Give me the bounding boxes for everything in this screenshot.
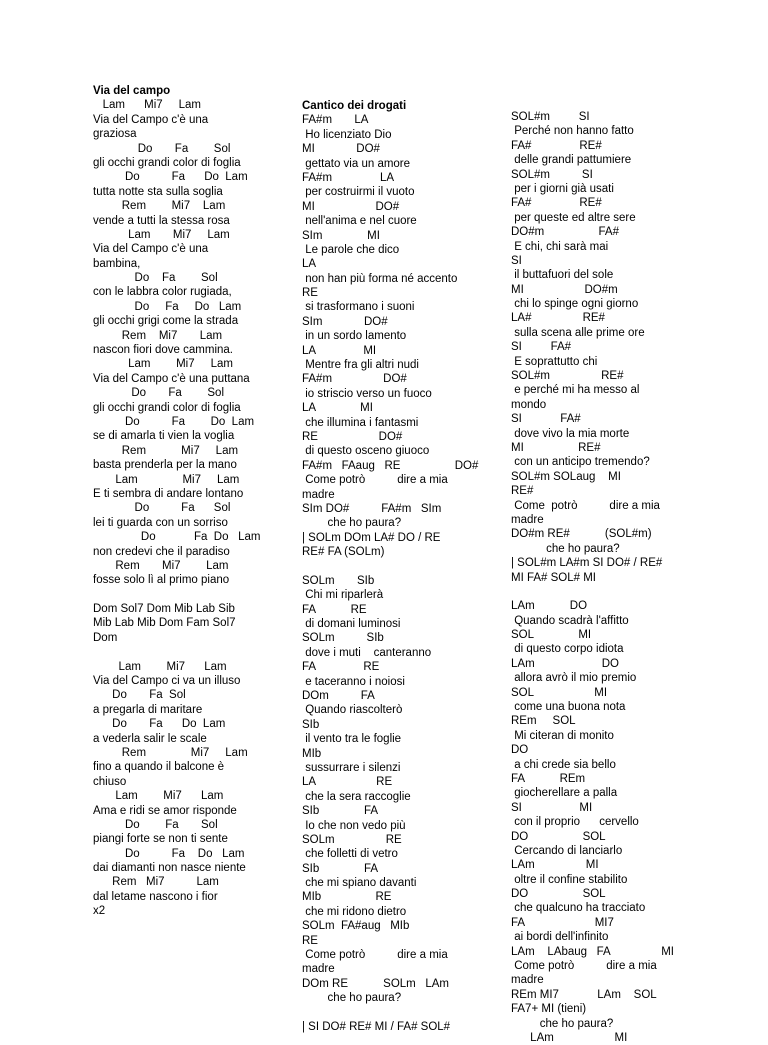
- text-line: Rem Mi7 Lam: [93, 559, 229, 572]
- text-line: REm SOL: [511, 715, 576, 728]
- text-line: DO#m FA#: [511, 226, 619, 239]
- text-line: come una buona nota: [511, 701, 626, 714]
- text-line: di domani luminosi: [302, 618, 401, 631]
- text-line: MIb: [302, 747, 322, 760]
- text-line: nascon fiori dove cammina.: [93, 344, 233, 357]
- text-line: Do Fa Sol: [93, 502, 231, 515]
- text-line: Quando riascolterò: [302, 704, 403, 717]
- text-line: LAm MI: [511, 1032, 628, 1044]
- text-line: non han più forma né accento: [302, 272, 458, 285]
- text-line: delle grandi pattumiere: [511, 154, 632, 167]
- text-line: che ho paura?: [302, 517, 402, 530]
- text-line: Lam Mi7 Lam: [93, 99, 202, 112]
- text-line: SOL#m RE#: [511, 370, 624, 383]
- text-line: SIm DO#: [302, 315, 388, 328]
- text-line: Quando scadrà l'affitto: [511, 614, 629, 627]
- text-line: Come potrò dire a mia: [302, 949, 448, 962]
- song-lines: [302, 113, 502, 1034]
- text-line: piangi forte se non ti sente: [93, 833, 228, 846]
- text-line: FA RE: [302, 603, 367, 616]
- text-line: si trasformano i suoni: [302, 301, 415, 314]
- text-line: SOL#m SI: [511, 111, 590, 123]
- text-line: Dom Sol7 Dom Mib Lab Sib: [93, 603, 235, 616]
- text-line: a pregarla di maritare: [93, 703, 203, 716]
- text-line: SOL MI: [511, 686, 608, 699]
- text-line: il buttafuori del sole: [511, 269, 614, 282]
- text-line: RE: [302, 287, 318, 300]
- text-line: LA MI: [302, 402, 373, 415]
- text-line: | SI DO# RE# MI / FA# SOL#: [302, 1021, 451, 1033]
- text-line: DO#m RE# (SOL#m): [511, 528, 652, 541]
- text-line: DO: [511, 744, 529, 757]
- song-lines: [511, 110, 711, 1045]
- text-line: RE DO#: [302, 430, 403, 443]
- text-line: REm MI7 LAm SOL: [511, 988, 657, 1001]
- text-line: SOLm SIb: [302, 632, 384, 645]
- text-line: chiuso: [93, 775, 127, 788]
- text-line: Rem Mi7 Lam: [93, 444, 239, 457]
- text-line: SOL#m SI: [511, 168, 593, 181]
- text-line: [93, 588, 283, 602]
- text-line: LA MI: [302, 344, 377, 357]
- text-line: SOLm SIb: [302, 574, 375, 587]
- text-line: sulla scena alle prime ore: [511, 326, 645, 339]
- text-line: graziosa: [93, 128, 137, 141]
- text-line: dai diamanti non nasce niente: [93, 862, 246, 875]
- text-line: FA RE: [302, 661, 380, 674]
- text-line: Mi citeran di monito: [511, 729, 614, 742]
- text-line: Do Fa Do Lam: [93, 415, 255, 428]
- text-line: vende a tutti la stessa rosa: [93, 214, 230, 227]
- text-line: io striscio verso un fuoco: [302, 387, 432, 400]
- text-line: Do Fa Do Lam: [93, 718, 226, 731]
- text-line: gli occhi grandi color di foglia: [93, 156, 241, 169]
- text-line: per queste ed altre sere: [511, 211, 636, 224]
- text-line: MI DO#: [302, 200, 400, 213]
- text-line: e perché mi ha messo al: [511, 384, 640, 397]
- text-line: che ho paura?: [302, 992, 402, 1005]
- text-line: Ho licenziato Dio: [302, 128, 392, 141]
- text-line: Rem Mi7 Lam: [93, 200, 226, 213]
- text-line: Io che non vedo più: [302, 819, 406, 832]
- text-line: Do Fa Sol: [93, 142, 231, 155]
- text-line: ai bordi dell'infinito: [511, 931, 609, 944]
- text-line: basta prenderla per la mano: [93, 459, 237, 472]
- text-line: x2: [93, 905, 106, 918]
- text-line: Do Fa Do Lam: [93, 531, 261, 544]
- text-line: Do Fa Sol: [93, 272, 218, 285]
- text-line: Rem Mi7 Lam: [93, 329, 223, 342]
- song-column-continuation: [511, 110, 711, 1045]
- text-line: MI RE#: [511, 441, 601, 454]
- text-line: Le parole che dico: [302, 243, 400, 256]
- text-line: chi lo spinge ogni giorno: [511, 298, 639, 311]
- text-line: per i giorni già usati: [511, 182, 614, 195]
- text-line: FA# RE#: [511, 139, 602, 152]
- text-line: Lam Mi7 Lam: [93, 358, 233, 371]
- text-line: di questo corpo idiota: [511, 643, 624, 656]
- text-line: [302, 560, 502, 574]
- text-line: [511, 585, 711, 599]
- text-line: E ti sembra di andare lontano: [93, 487, 244, 500]
- text-line: Rem Mi7 Lam: [93, 746, 248, 759]
- text-line: FA MI7: [511, 916, 614, 929]
- text-line: MI FA# SOL# MI: [511, 571, 596, 584]
- song-column-cantico-dei-drogati: [302, 99, 502, 1034]
- text-line: in un sordo lamento: [302, 330, 407, 343]
- text-line: SIm DO# FA#m SIm: [302, 502, 442, 515]
- text-line: gettato via un amore: [302, 157, 411, 170]
- text-line: oltre il confine stabilito: [511, 873, 628, 886]
- text-line: [302, 1006, 502, 1020]
- text-line: Cercando di lanciarlo: [511, 844, 623, 857]
- text-line: SI FA#: [511, 341, 572, 354]
- text-line: che mi spiano davanti: [302, 877, 417, 890]
- text-line: LA# RE#: [511, 312, 605, 325]
- text-line: SOL MI: [511, 629, 592, 642]
- text-line: Dom: [93, 631, 118, 644]
- text-line: Do Fa Do Lam: [93, 171, 248, 184]
- text-line: tutta notte sta sulla soglia: [93, 185, 223, 198]
- text-line: Perché non hanno fatto: [511, 125, 634, 138]
- text-line: che ho paura?: [511, 1017, 614, 1030]
- text-line: LAm LAbaug FA MI: [511, 945, 674, 958]
- text-line: Come potrò dire a mia: [302, 474, 448, 487]
- text-line: FA7+ MI (tieni): [511, 1003, 587, 1016]
- text-line: allora avrò il mio premio: [511, 672, 637, 685]
- text-line: LAm MI: [511, 859, 599, 872]
- text-line: Ama e ridi se amor risponde: [93, 804, 237, 817]
- text-line: E soprattutto chi: [511, 355, 598, 368]
- text-line: RE# FA (SOLm): [302, 546, 385, 559]
- text-line: SIb: [302, 718, 320, 731]
- text-line: mondo: [511, 398, 547, 411]
- text-line: madre: [302, 488, 335, 501]
- text-line: dove vivo la mia morte: [511, 427, 630, 440]
- text-line: nell'anima e nel cuore: [302, 215, 417, 228]
- text-line: DO SOL: [511, 830, 606, 843]
- text-line: Via del Campo c'è una: [93, 243, 209, 256]
- text-line: dove i muti canteranno: [302, 646, 432, 659]
- text-line: con un anticipo tremendo?: [511, 456, 650, 469]
- text-line: con le labbra color rugiada,: [93, 286, 232, 299]
- text-line: di questo osceno giuoco: [302, 445, 430, 458]
- text-line: SIb FA: [302, 805, 379, 818]
- text-line: Do Fa Sol: [93, 818, 218, 831]
- text-line: FA# RE#: [511, 197, 602, 210]
- text-line: [93, 645, 283, 659]
- text-line: DOm FA: [302, 690, 375, 703]
- text-line: a vederla salir le scale: [93, 732, 207, 745]
- text-line: fino a quando il balcone è: [93, 761, 225, 774]
- text-line: FA#m LA: [302, 171, 395, 184]
- text-line: Mentre fra gli altri nudi: [302, 359, 419, 372]
- text-line: FA REm: [511, 772, 586, 785]
- text-line: DO SOL: [511, 888, 606, 901]
- text-line: RE: [302, 934, 318, 947]
- text-line: Do Fa Do Lam: [93, 300, 242, 313]
- song-column-via-del-campo: [93, 84, 283, 919]
- text-line: Lam Mi7 Lam: [93, 228, 230, 241]
- text-line: lei ti guarda con un sorriso: [93, 516, 228, 529]
- text-line: SIm MI: [302, 229, 380, 242]
- text-line: LA: [302, 258, 317, 271]
- text-line: E chi, chi sarà mai: [511, 240, 609, 253]
- text-line: Come potrò dire a mia: [511, 960, 657, 973]
- text-line: se di amarla ti vien la voglia: [93, 430, 235, 443]
- text-line: Via del Campo c'è una: [93, 113, 209, 126]
- text-line: SI FA#: [511, 413, 581, 426]
- text-line: Do Fa Sol: [93, 387, 225, 400]
- text-line: Via del Campo c'è una puttana: [93, 372, 250, 385]
- text-line: LA RE: [302, 776, 393, 789]
- text-line: SI: [511, 254, 522, 267]
- text-line: DOm RE SOLm LAm: [302, 977, 449, 990]
- text-line: con il proprio cervello: [511, 816, 639, 829]
- text-line: a chi crede sia bello: [511, 758, 616, 771]
- text-line: | SOLm DOm LA# DO / RE: [302, 531, 441, 544]
- text-line: SI MI: [511, 801, 593, 814]
- text-line: Chi mi riparlerà: [302, 589, 384, 602]
- text-line: Via del Campo ci va un illuso: [93, 675, 241, 688]
- song-title: Via del campo: [93, 85, 171, 97]
- text-line: MIb RE: [302, 891, 392, 904]
- text-line: Lam Mi7 Lam: [93, 473, 240, 486]
- text-line: per costruirmi il vuoto: [302, 186, 415, 199]
- text-line: Mib Lab Mib Dom Fam Sol7: [93, 617, 236, 630]
- text-line: LAm DO: [511, 600, 588, 613]
- text-line: SOLm RE: [302, 833, 402, 846]
- text-line: Do Fa Sol: [93, 689, 186, 702]
- text-line: MI DO#: [302, 143, 380, 156]
- text-line: che qualcuno ha tracciato: [511, 902, 646, 915]
- text-line: Do Fa Do Lam: [93, 847, 245, 860]
- text-line: dal letame nascono i fior: [93, 890, 218, 903]
- text-line: che illumina i fantasmi: [302, 416, 419, 429]
- text-line: e taceranno i noiosi: [302, 675, 405, 688]
- text-line: che folletti di vetro: [302, 848, 398, 861]
- text-line: che ho paura?: [511, 542, 620, 555]
- text-line: Come potrò dire a mia: [511, 499, 660, 512]
- text-line: gli occhi grandi color di foglia: [93, 401, 241, 414]
- text-line: MI DO#m: [511, 283, 618, 296]
- text-line: Lam Mi7 Lam: [93, 790, 224, 803]
- text-line: madre: [302, 963, 335, 976]
- text-line: giocherellare a palla: [511, 787, 618, 800]
- text-line: FA#m LA: [302, 114, 369, 127]
- text-line: | SOL#m LA#m SI DO# / RE#: [511, 557, 663, 570]
- text-line: SOL#m SOLaug MI: [511, 470, 621, 483]
- text-line: LAm DO: [511, 657, 619, 670]
- text-line: Rem Mi7 Lam: [93, 876, 219, 889]
- text-line: SIb FA: [302, 862, 379, 875]
- text-line: bambina,: [93, 257, 141, 270]
- text-line: Lam Mi7 Lam: [93, 660, 227, 673]
- song-lines: [93, 98, 283, 918]
- text-line: gli occhi grigi come la strada: [93, 315, 239, 328]
- text-line: sussurrare i silenzi: [302, 761, 401, 774]
- text-line: madre: [511, 974, 544, 987]
- text-line: FA#m DO#: [302, 373, 407, 386]
- song-title: Cantico dei drogati: [302, 100, 407, 112]
- text-line: che mi ridono dietro: [302, 905, 407, 918]
- text-line: SOLm FA#aug MIb: [302, 920, 410, 933]
- text-line: che la sera raccoglie: [302, 790, 411, 803]
- text-line: non credevi che il paradiso: [93, 545, 230, 558]
- text-line: il vento tra le foglie: [302, 733, 402, 746]
- text-line: fosse solo lì al primo piano: [93, 574, 230, 587]
- text-line: RE#: [511, 485, 534, 498]
- text-line: FA#m FAaug RE DO#: [302, 459, 479, 472]
- text-line: madre: [511, 513, 544, 526]
